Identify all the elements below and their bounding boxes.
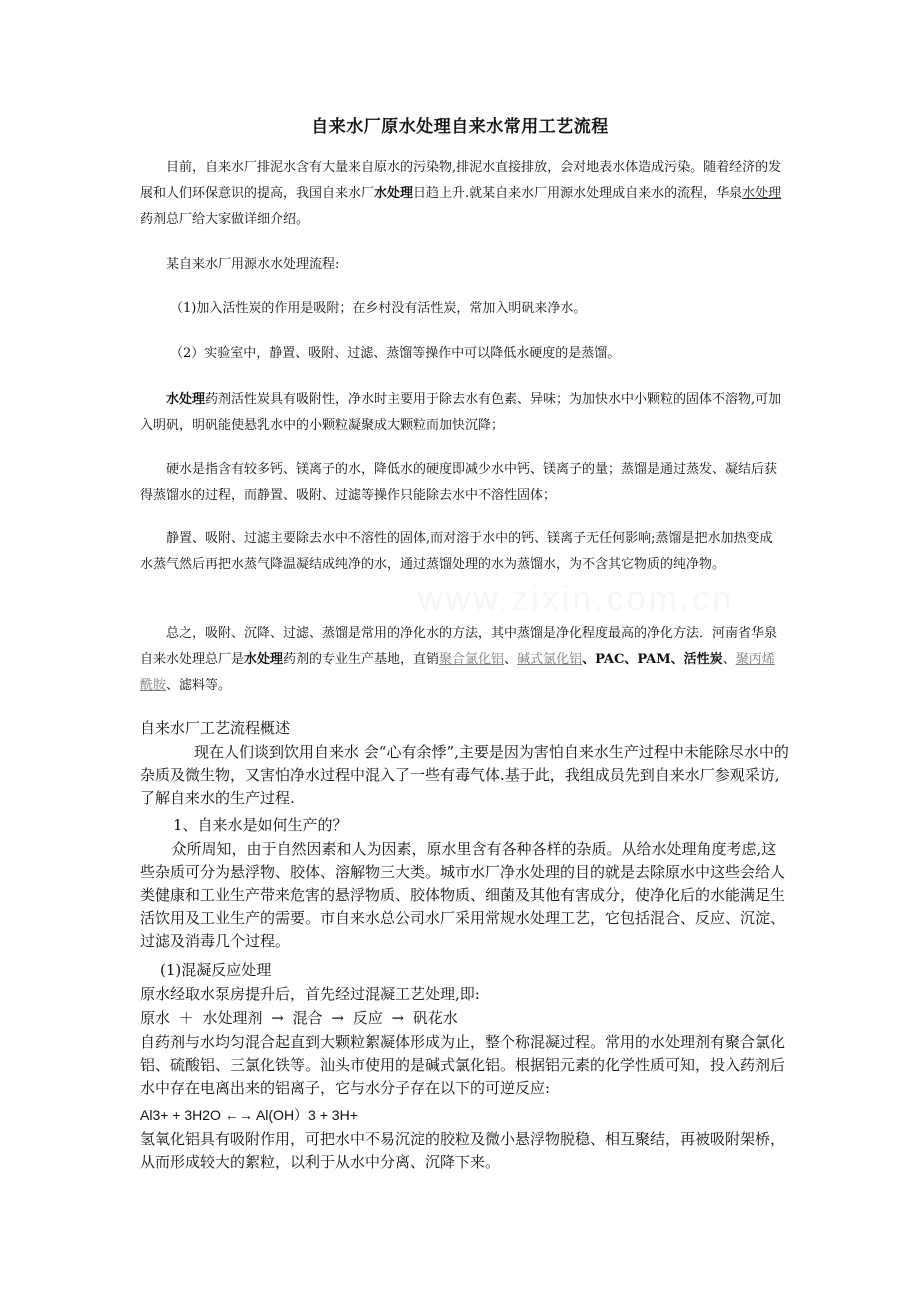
summary-text-1: 总之，吸附、沉降、过滤、蒸馏是常用的净化水的方法，其中蒸馏是净化程度最高的净化方法．河南省华泉自来水处理总厂是: [140, 626, 778, 667]
summary-paragraph: [140, 621, 782, 699]
summary-sep-1: 、: [504, 652, 518, 667]
overview-paragraph-2: 众所周知，由于自然因素和人为因素，原水里含有各种各样的杂质。从给水处理角度考虑,这些杂质可分为悬浮物、胶体、溶解物三大类。城市水厂净水处理的目的就是去除原水中这些会给人类健康和工业生产带来危害的悬浮物质、胶体物质、细菌及其他有害成分，使净化后的水能满足生活饮用及工业生产的需要。市自来水总公司水厂采用常规水处理工艺，它包括混合、反应、沉淀、过滤及消毒几个过程。: [140, 840, 786, 950]
flow-heading: 某自来水厂用源水水处理流程:: [166, 257, 340, 272]
intro-text-1: 目前，自来水厂排泥水含有大量来自原水的污染物,排泥水直接排放，会对地表水体造成污染。随着经济的发展和人们环保意识的提高，我国自来水厂: [140, 160, 782, 201]
overview-paragraph-1: 现在人们谈到饮用自来水 会“心有余悸”,主要是因为害怕自来水生产过程中未能除尽水中的杂质及微生物，又害怕净水过程中混入了一些有毒气体.基于此，我组成员先到自来水厂参观采访,了解自来水的生产过程.: [140, 743, 789, 807]
overview-heading: 自来水厂工艺流程概述: [140, 719, 291, 737]
summary-text-2: 药剂的专业生产基地，直销: [283, 652, 440, 667]
summary-text-3: 、滤料等。: [166, 678, 232, 693]
sub-heading: (1)混凝反应处理: [160, 961, 272, 979]
link-pac[interactable]: 聚合氯化铝: [439, 652, 505, 667]
overview-paragraph-4: 自药剂与水均匀混合起直到大颗粒絮凝体形成为止，整个称混凝过程。常用的水处理剂有聚合氯化铝、硫酸铝、三氯化铁等。汕头市使用的是碱式氯化铝。根据铝元素的化学性质可知，投入药剂后水中存在电离出来的铝离子，它与水分子存在以下的可逆反应:: [140, 1033, 786, 1097]
link-polyacrylamide[interactable]: 聚丙烯酰胺: [140, 652, 775, 693]
question-heading: 1、自来水是如何生产的？: [173, 816, 348, 834]
question-1: （1)加入活性炭的作用是吸附；在乡村没有活性炭，常加入明矾来净水。: [170, 301, 587, 316]
agent-bold-keyword: 水处理: [166, 392, 206, 407]
chemical-equation: Al3+ + 3H2O ←→ Al(OH）3 + 3H+: [140, 1107, 358, 1123]
hard-water-paragraph: 硬水是指含有较多钙、镁离子的水，降低水的硬度即减少水中钙、镁离子的量；蒸馏是通过蒸发、凝结后获得蒸馏水的过程，而静置、吸附、过滤等操作只能除去水中不溶性固体；: [140, 462, 778, 503]
agent-text: 药剂活性炭具有吸附性，净水时主要用于除去水有色素、异味；为加快水中小颗粒的固体不溶物,可加入明矾，明矾能使悬乳水中的小颗粒凝聚成大颗粒而加快沉降；: [140, 392, 782, 433]
summary-sep-3: 、: [722, 652, 736, 667]
question-2: （2）实验室中，静置、吸附、过滤、蒸馏等操作中可以降低水硬度的是蒸馏。: [170, 346, 621, 361]
summary-activated-carbon: 活性炭: [683, 652, 723, 667]
process-line: 原水 ＋ 水处理剂 → 混合 → 反应 → 矾花水: [140, 1009, 458, 1027]
intro-paragraph: [140, 155, 782, 233]
overview-paragraph-3: 原水经取水泵房提升后，首先经过混凝工艺处理,即:: [140, 985, 480, 1003]
summary-bold-keyword: 水处理: [244, 652, 284, 667]
document-title: 自来水厂原水处理自来水常用工艺流程: [311, 117, 609, 137]
intro-text-2: 日趋上升.就某自来水厂用源水处理成自来水的流程，华泉: [413, 186, 743, 201]
distill-paragraph: 静置、吸附、过滤主要除去水中不溶性的固体,而对溶于水中的钙、镁离子无任何影响;蒸馏是把水加热变成水蒸气然后再把水蒸气降温凝结成纯净的水，通过蒸馏处理的水为蒸馏水，为不含其它物质的纯净物。: [140, 531, 773, 572]
link-basic-aluminum-chloride[interactable]: 碱式氯化铝: [517, 652, 583, 667]
overview-paragraph-5: 氢氧化铝具有吸附作用，可把水中不易沉淀的胶粒及微小悬浮物脱稳、相互聚结，再被吸附架桥，从而形成较大的絮粒，以利于从水中分离、沉降下来。: [140, 1130, 786, 1171]
link-water-treatment[interactable]: 水处理: [742, 186, 782, 201]
intro-bold-keyword: 水处理: [374, 186, 414, 201]
summary-products: 、PAC、PAM、: [582, 652, 684, 667]
agent-paragraph: [140, 387, 782, 439]
intro-text-3: 药剂总厂给大家做详细介绍。: [140, 212, 310, 227]
watermark: [418, 580, 734, 619]
